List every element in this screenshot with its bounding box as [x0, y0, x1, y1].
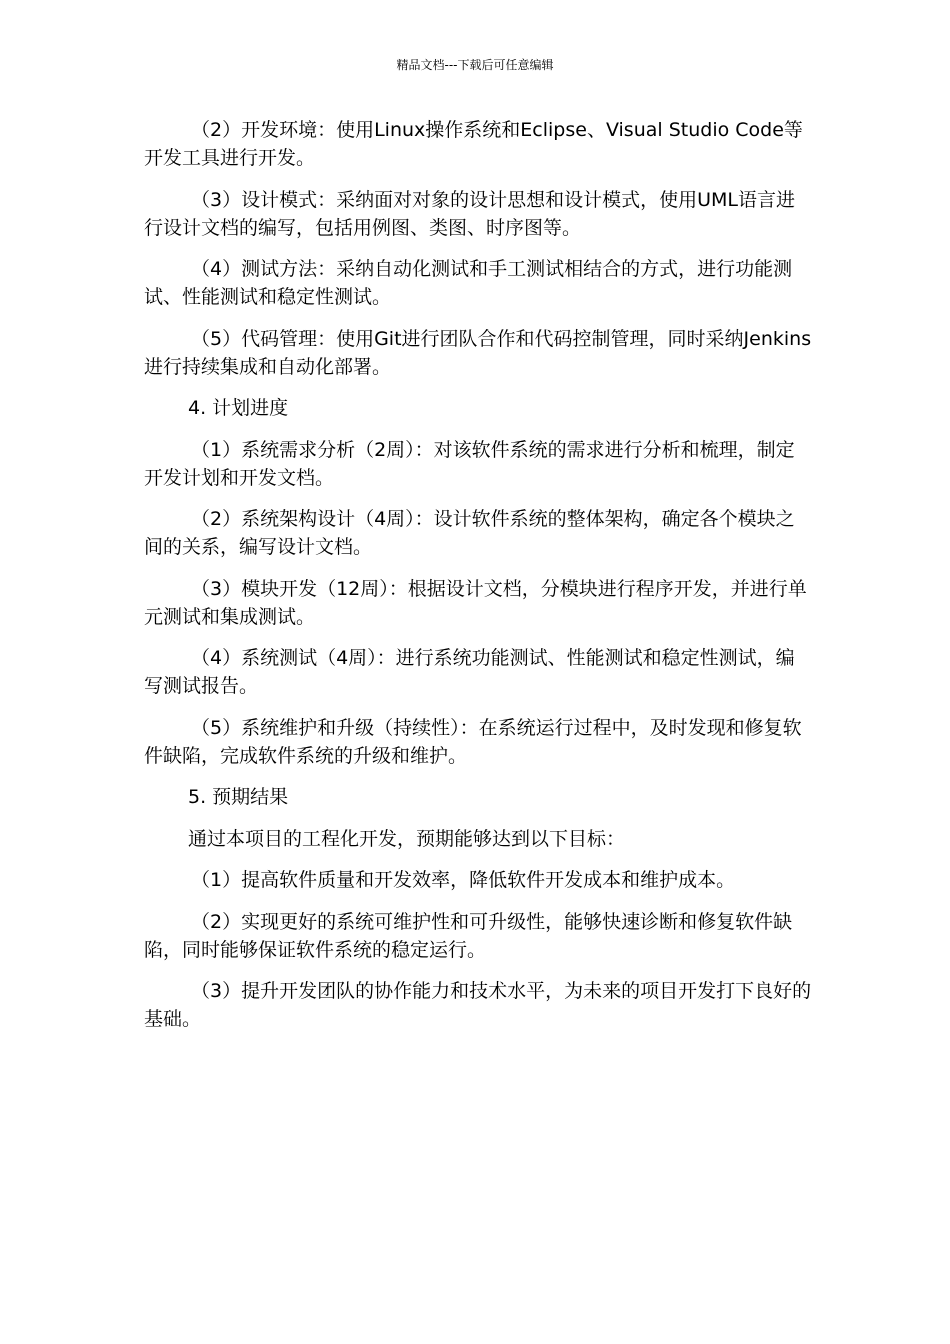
page-header: 精品文档---下载后可任意编辑	[396, 58, 554, 72]
paragraph-dev-environment: （2）开发环境：使用Linux操作系统和Eclipse、Visual Studio Code等开发工具进行开发。	[144, 119, 803, 169]
paragraph-module-development: （3）模块开发（12周）：根据设计文档，分模块进行程序开发，并进行单元测试和集成测试。	[144, 577, 807, 628]
paragraph-goal-quality: （1）提高软件质量和开发效率，降低软件开发成本和维护成本。	[191, 869, 736, 891]
section-heading-expected-results: 5. 预期结果	[188, 786, 289, 808]
paragraph-goal-maintainability: （2）实现更好的系统可维护性和可升级性，能够快速诊断和修复软件缺陷，同时能够保证软件系统的稳定运行。	[144, 910, 793, 961]
paragraph-design-pattern: （3）设计模式：采纳面对对象的设计思想和设计模式，使用UML语言进行设计文档的编写，包括用例图、类图、时序图等。	[144, 188, 795, 239]
paragraph-maintenance-upgrade: （5）系统维护和升级（持续性）：在系统运行过程中，及时发现和修复软件缺陷，完成软件系统的升级和维护。	[144, 716, 802, 767]
paragraph-goals-intro: 通过本项目的工程化开发，预期能够达到以下目标：	[188, 827, 626, 850]
paragraph-architecture-design: （2）系统架构设计（4周）：设计软件系统的整体架构，确定各个模块之间的关系，编写设计文档。	[144, 508, 795, 558]
paragraph-code-management: （5）代码管理：使用Git进行团队合作和代码控制管理，同时采纳Jenkins进行持续集成和自动化部署。	[144, 327, 812, 378]
paragraph-requirements-analysis: （1）系统需求分析（2周）：对该软件系统的需求进行分析和梳理，制定开发计划和开发文档。	[144, 438, 795, 489]
section-heading-schedule: 4. 计划进度	[188, 397, 289, 419]
document-body	[144, 116, 812, 1047]
paragraph-goal-team: （3）提升开发团队的协作能力和技术水平，为未来的项目开发打下良好的基础。	[144, 980, 812, 1030]
paragraph-system-testing: （4）系统测试（4周）：进行系统功能测试、性能测试和稳定性测试，编写测试报告。	[144, 647, 795, 697]
paragraph-test-method: （4）测试方法：采纳自动化测试和手工测试相结合的方式，进行功能测试、性能测试和稳定性测试。	[144, 258, 793, 308]
